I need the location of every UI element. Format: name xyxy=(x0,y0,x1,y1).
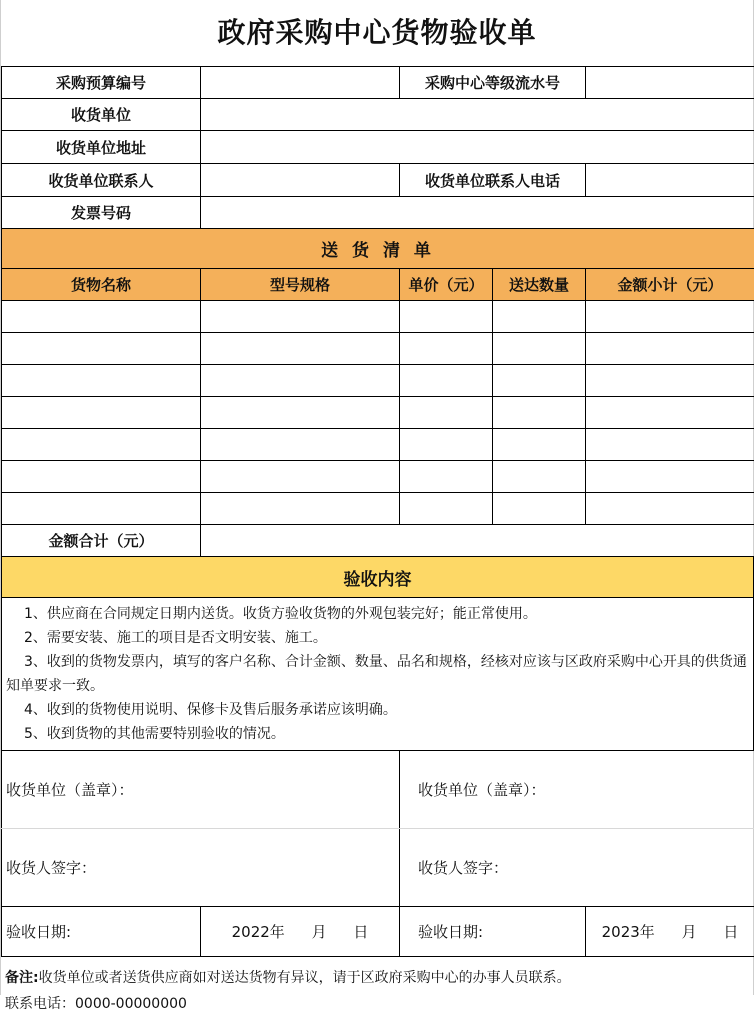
goods-name-cell[interactable] xyxy=(2,461,201,493)
acceptance-band-title: 验收内容 xyxy=(2,557,754,598)
budget-no-label: 采购预算编号 xyxy=(2,67,201,99)
col-goods-name: 货物名称 xyxy=(2,269,201,301)
table-row xyxy=(2,397,754,429)
right-date-month: 月 xyxy=(682,921,697,942)
subtotal-cell[interactable] xyxy=(586,397,754,429)
info-table xyxy=(1,66,754,229)
subtotal-cell[interactable] xyxy=(586,333,754,365)
left-date-year: 2022年 xyxy=(232,921,285,942)
right-seal-label: 收货单位（盖章）： xyxy=(400,751,754,829)
unit-price-cell[interactable] xyxy=(400,301,493,333)
delivery-band-title: 送 货 清 单 xyxy=(2,229,754,269)
receiver-address-field[interactable] xyxy=(201,131,754,164)
right-date-day: 日 xyxy=(723,921,738,942)
model-spec-cell[interactable] xyxy=(201,461,400,493)
notes xyxy=(1,957,753,1017)
receiver-unit-field[interactable] xyxy=(201,99,754,131)
table-row xyxy=(2,461,754,493)
quantity-cell[interactable] xyxy=(493,301,586,333)
quantity-cell[interactable] xyxy=(493,461,586,493)
col-subtotal: 金额小计（元） xyxy=(586,269,754,301)
remark-text: 收货单位或者送货供应商如对送达货物有异议，请于区政府采购中心的办事人员联系。 xyxy=(39,970,571,986)
page-title: 政府采购中心货物验收单 xyxy=(1,0,753,67)
acceptance-table xyxy=(1,556,754,751)
goods-name-cell[interactable] xyxy=(2,301,201,333)
right-signer-label: 收货人签字： xyxy=(400,829,754,907)
delivery-table xyxy=(1,228,754,557)
unit-price-cell[interactable] xyxy=(400,333,493,365)
col-unit-price: 单价（元） xyxy=(400,269,493,301)
unit-price-cell[interactable] xyxy=(400,493,493,525)
contact-phone-line: 联系电话：0000-00000000 xyxy=(5,991,749,1017)
contact-field[interactable] xyxy=(201,164,400,197)
remark-line xyxy=(5,965,749,991)
acceptance-line: 1、供应商在合同规定日期内送货。收货方验收货物的外观包装完好；能正常使用。 xyxy=(24,602,749,626)
serial-no-label: 采购中心等级流水号 xyxy=(400,67,586,99)
goods-name-cell[interactable] xyxy=(2,429,201,461)
table-row xyxy=(2,493,754,525)
contact-label: 收货单位联系人 xyxy=(2,164,201,197)
acceptance-line: 5、收到货物的其他需要特别验收的情况。 xyxy=(24,722,749,746)
acceptance-line: 3、收到的货物发票内，填写的客户名称、合计金额、数量、品名和规格，经核对应该与区政府采购中心开具的供货通知单要求一致。 xyxy=(6,650,749,698)
left-date-label: 验收日期: xyxy=(2,907,201,957)
right-date-value[interactable] xyxy=(586,907,754,957)
goods-name-cell[interactable] xyxy=(2,365,201,397)
model-spec-cell[interactable] xyxy=(201,333,400,365)
acceptance-line: 4、收到的货物使用说明、保修卡及售后服务承诺应该明确。 xyxy=(24,698,749,722)
table-row xyxy=(2,333,754,365)
goods-name-cell[interactable] xyxy=(2,397,201,429)
col-model-spec: 型号规格 xyxy=(201,269,400,301)
quantity-cell[interactable] xyxy=(493,397,586,429)
subtotal-cell[interactable] xyxy=(586,365,754,397)
model-spec-cell[interactable] xyxy=(201,365,400,397)
left-date-day: 日 xyxy=(353,921,368,942)
quantity-cell[interactable] xyxy=(493,333,586,365)
left-signer-label: 收货人签字： xyxy=(2,829,400,907)
remark-label: 备注: xyxy=(5,970,39,986)
unit-price-cell[interactable] xyxy=(400,461,493,493)
contact-phone-label: 收货单位联系人电话 xyxy=(400,164,586,197)
left-date-month: 月 xyxy=(312,921,327,942)
subtotal-cell[interactable] xyxy=(586,461,754,493)
acceptance-content xyxy=(2,598,754,751)
unit-price-cell[interactable] xyxy=(400,429,493,461)
total-amount-label: 金额合计（元） xyxy=(2,525,201,557)
model-spec-cell[interactable] xyxy=(201,301,400,333)
invoice-no-label: 发票号码 xyxy=(2,197,201,229)
quantity-cell[interactable] xyxy=(493,429,586,461)
acceptance-line: 2、需要安装、施工的项目是否文明安装、施工。 xyxy=(24,626,749,650)
subtotal-cell[interactable] xyxy=(586,301,754,333)
total-amount-field[interactable] xyxy=(201,525,754,557)
table-row xyxy=(2,301,754,333)
table-row xyxy=(2,429,754,461)
contact-phone-field[interactable] xyxy=(586,164,754,197)
goods-name-cell[interactable] xyxy=(2,493,201,525)
unit-price-cell[interactable] xyxy=(400,365,493,397)
table-row xyxy=(2,365,754,397)
right-date-label: 验收日期: xyxy=(400,907,586,957)
model-spec-cell[interactable] xyxy=(201,397,400,429)
subtotal-cell[interactable] xyxy=(586,429,754,461)
subtotal-cell[interactable] xyxy=(586,493,754,525)
receiver-address-label: 收货单位地址 xyxy=(2,131,201,164)
model-spec-cell[interactable] xyxy=(201,429,400,461)
quantity-cell[interactable] xyxy=(493,365,586,397)
quantity-cell[interactable] xyxy=(493,493,586,525)
invoice-no-field[interactable] xyxy=(201,197,754,229)
budget-no-field[interactable] xyxy=(201,67,400,99)
model-spec-cell[interactable] xyxy=(201,493,400,525)
serial-no-field[interactable] xyxy=(586,67,754,99)
col-quantity: 送达数量 xyxy=(493,269,586,301)
signature-table xyxy=(1,750,754,957)
left-date-value[interactable] xyxy=(201,907,400,957)
unit-price-cell[interactable] xyxy=(400,397,493,429)
right-date-year: 2023年 xyxy=(602,921,655,942)
receiver-unit-label: 收货单位 xyxy=(2,99,201,131)
goods-name-cell[interactable] xyxy=(2,333,201,365)
left-seal-label: 收货单位（盖章）： xyxy=(2,751,400,829)
